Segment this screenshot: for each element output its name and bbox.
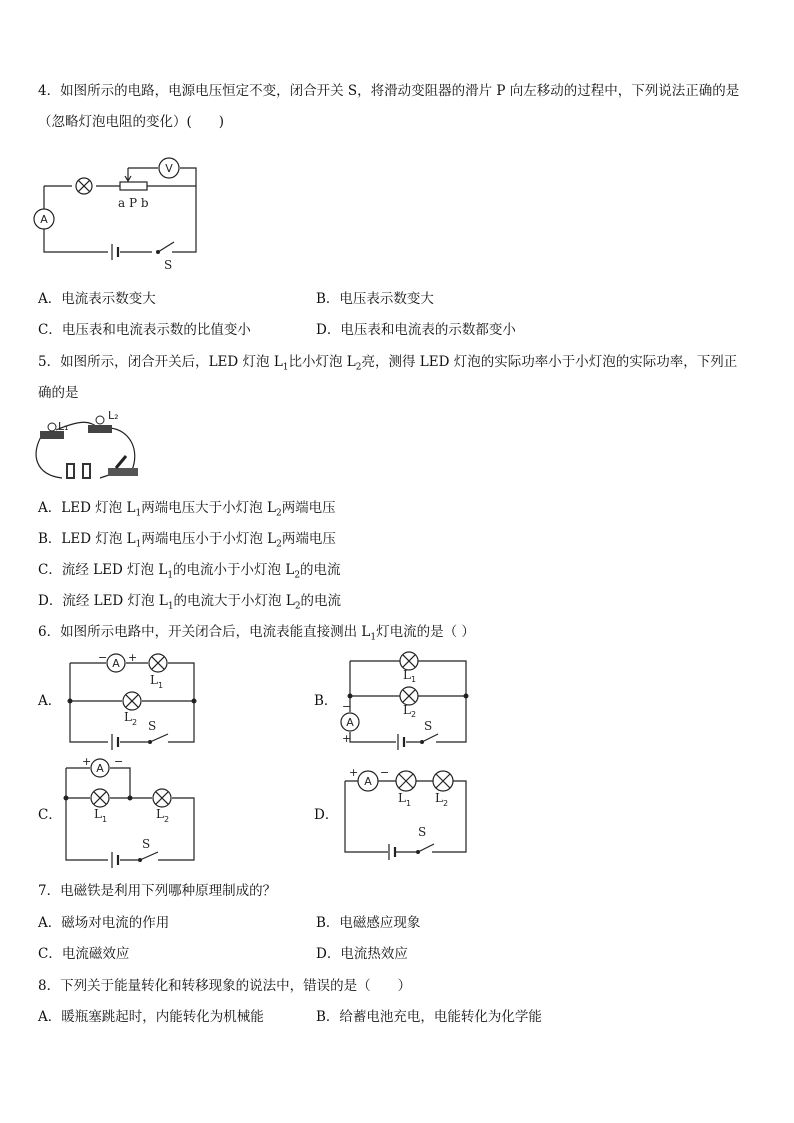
svg-text:A: A	[346, 716, 354, 729]
q5-stem-line2: 确的是	[38, 385, 79, 401]
svg-text:−: −	[114, 755, 124, 768]
svg-text:A: A	[364, 775, 372, 788]
q4-option-c[interactable]: C．电压表和电流表示数的比值变小	[38, 322, 251, 338]
svg-text:S: S	[142, 837, 151, 851]
q8-option-a[interactable]: A．暖瓶塞跳起时，内能转化为机械能	[38, 1009, 264, 1025]
svg-text:2: 2	[164, 815, 170, 824]
q6-c-lamp-l1-icon	[91, 789, 109, 807]
q6-b-ammeter-icon	[341, 713, 359, 731]
svg-text:S: S	[424, 719, 433, 733]
q7-option-b[interactable]: B．电磁感应现象	[316, 915, 421, 931]
q6-d-battery-icon	[389, 844, 395, 860]
svg-text:L: L	[403, 703, 411, 717]
q4-option-b[interactable]: B．电压表示数变大	[316, 291, 434, 307]
q5-option-d[interactable]: D．流经 LED 灯泡 $L_1$的电流大于小灯泡 $L_2$的电流	[38, 593, 342, 612]
q6-a-lamp-l2-icon	[123, 692, 141, 710]
svg-text:+: +	[349, 766, 359, 779]
svg-text:−: −	[98, 651, 108, 664]
q6-option-b[interactable]: B．	[314, 693, 338, 709]
svg-text:+: +	[342, 732, 352, 745]
q4-stem-line1: 4．如图所示的电路，电源电压恒定不变，闭合开关 S，将滑动变阻器的滑片 P 向左移动的过程中，下列说法正确的是	[38, 83, 740, 99]
svg-text:1: 1	[158, 681, 164, 690]
q7-option-a[interactable]: A．磁场对电流的作用	[38, 915, 170, 931]
q4-stem-line2: （忽略灯泡电阻的变化）( )	[38, 114, 225, 130]
q6-c-lamp-l2-icon	[153, 789, 171, 807]
q7-option-c[interactable]: C．电流磁效应	[38, 946, 130, 962]
svg-text:1: 1	[411, 675, 417, 684]
q5-l1-label: L₁	[58, 420, 69, 433]
q6-d-lamp-l2-icon	[433, 771, 453, 791]
q6-c-ammeter-icon	[91, 759, 109, 777]
q6-c-battery-icon	[112, 852, 118, 868]
svg-text:2: 2	[411, 710, 417, 719]
q6-b-battery-icon	[398, 734, 404, 750]
q6-a-lamp-l1-icon	[149, 654, 167, 672]
svg-text:L: L	[156, 807, 164, 821]
q4-ammeter-label: A	[40, 213, 48, 226]
q8-option-b[interactable]: B．给蓄电池充电，电能转化为化学能	[316, 1009, 542, 1025]
q4-voltmeter-label: V	[165, 162, 173, 175]
svg-text:1: 1	[102, 815, 108, 824]
q6-c-switch-icon	[138, 852, 158, 862]
svg-text:L: L	[124, 710, 132, 724]
q7-stem: 7．电磁铁是利用下列哪种原理制成的？	[38, 883, 277, 899]
q4-rheo-labels: a P b	[118, 196, 149, 210]
svg-text:−: −	[342, 700, 352, 713]
svg-text:L: L	[94, 807, 102, 821]
q8-stem: 8．下列关于能量转化和转移现象的说法中，错误的是（ ）	[38, 978, 412, 994]
q5-stem-line1: 5．如图所示，闭合开关后，LED 灯泡 $L_1$比小灯泡 $L_2$亮，测得 LED 灯泡的实际功率小于小灯泡的实际功率，下列正	[38, 354, 738, 373]
q7-option-d[interactable]: D．电流热效应	[316, 946, 408, 962]
q6-stem: 6．如图所示电路中，开关闭合后，电流表能直接测出 $L_1$灯电流的是（ ）	[38, 624, 475, 643]
q6-circuit-a	[68, 651, 197, 750]
q5-option-c[interactable]: C．流经 LED 灯泡 $L_1$的电流小于小灯泡 $L_2$的电流	[38, 562, 341, 581]
svg-text:+: +	[82, 755, 92, 768]
q6-a-switch-icon	[148, 734, 168, 744]
q6-b-switch-icon	[420, 734, 438, 744]
q6-circuit-d	[345, 766, 466, 860]
svg-text:L: L	[398, 791, 406, 805]
svg-text:L: L	[435, 791, 443, 805]
q4-option-d[interactable]: D．电压表和电流表的示数都变小	[316, 322, 516, 338]
svg-text:+: +	[128, 651, 138, 664]
svg-text:A: A	[112, 657, 120, 670]
svg-text:L: L	[150, 673, 158, 687]
q4-option-a[interactable]: A．电流表示数变大	[38, 291, 156, 307]
q6-option-d[interactable]: D．	[314, 807, 339, 823]
svg-text:2: 2	[132, 718, 138, 727]
q6-d-lamp-l1-icon	[396, 771, 416, 791]
q6-d-switch-icon	[416, 844, 434, 854]
svg-text:S: S	[148, 719, 157, 733]
q6-a-ammeter-icon	[107, 654, 125, 672]
svg-text:L: L	[403, 668, 411, 682]
svg-text:A: A	[96, 762, 104, 775]
q5-option-a[interactable]: A．LED 灯泡 $L_1$两端电压大于小灯泡 $L_2$两端电压	[38, 500, 336, 519]
q4-switch-label: S	[164, 258, 173, 272]
svg-text:−: −	[380, 766, 390, 779]
q6-option-a[interactable]: A．	[38, 693, 62, 709]
svg-text:1: 1	[406, 799, 412, 808]
q6-d-ammeter-icon	[358, 771, 378, 791]
q6-circuit-b	[341, 652, 469, 750]
q5-l2-label: L₂	[108, 409, 119, 422]
q6-a-battery-icon	[112, 734, 118, 750]
q6-circuit-c	[64, 755, 195, 868]
q6-option-c[interactable]: C．	[38, 807, 62, 823]
q5-option-b[interactable]: B．LED 灯泡 $L_1$两端电压小于小灯泡 $L_2$两端电压	[38, 531, 336, 550]
svg-text:2: 2	[443, 799, 449, 808]
svg-text:S: S	[418, 825, 427, 839]
